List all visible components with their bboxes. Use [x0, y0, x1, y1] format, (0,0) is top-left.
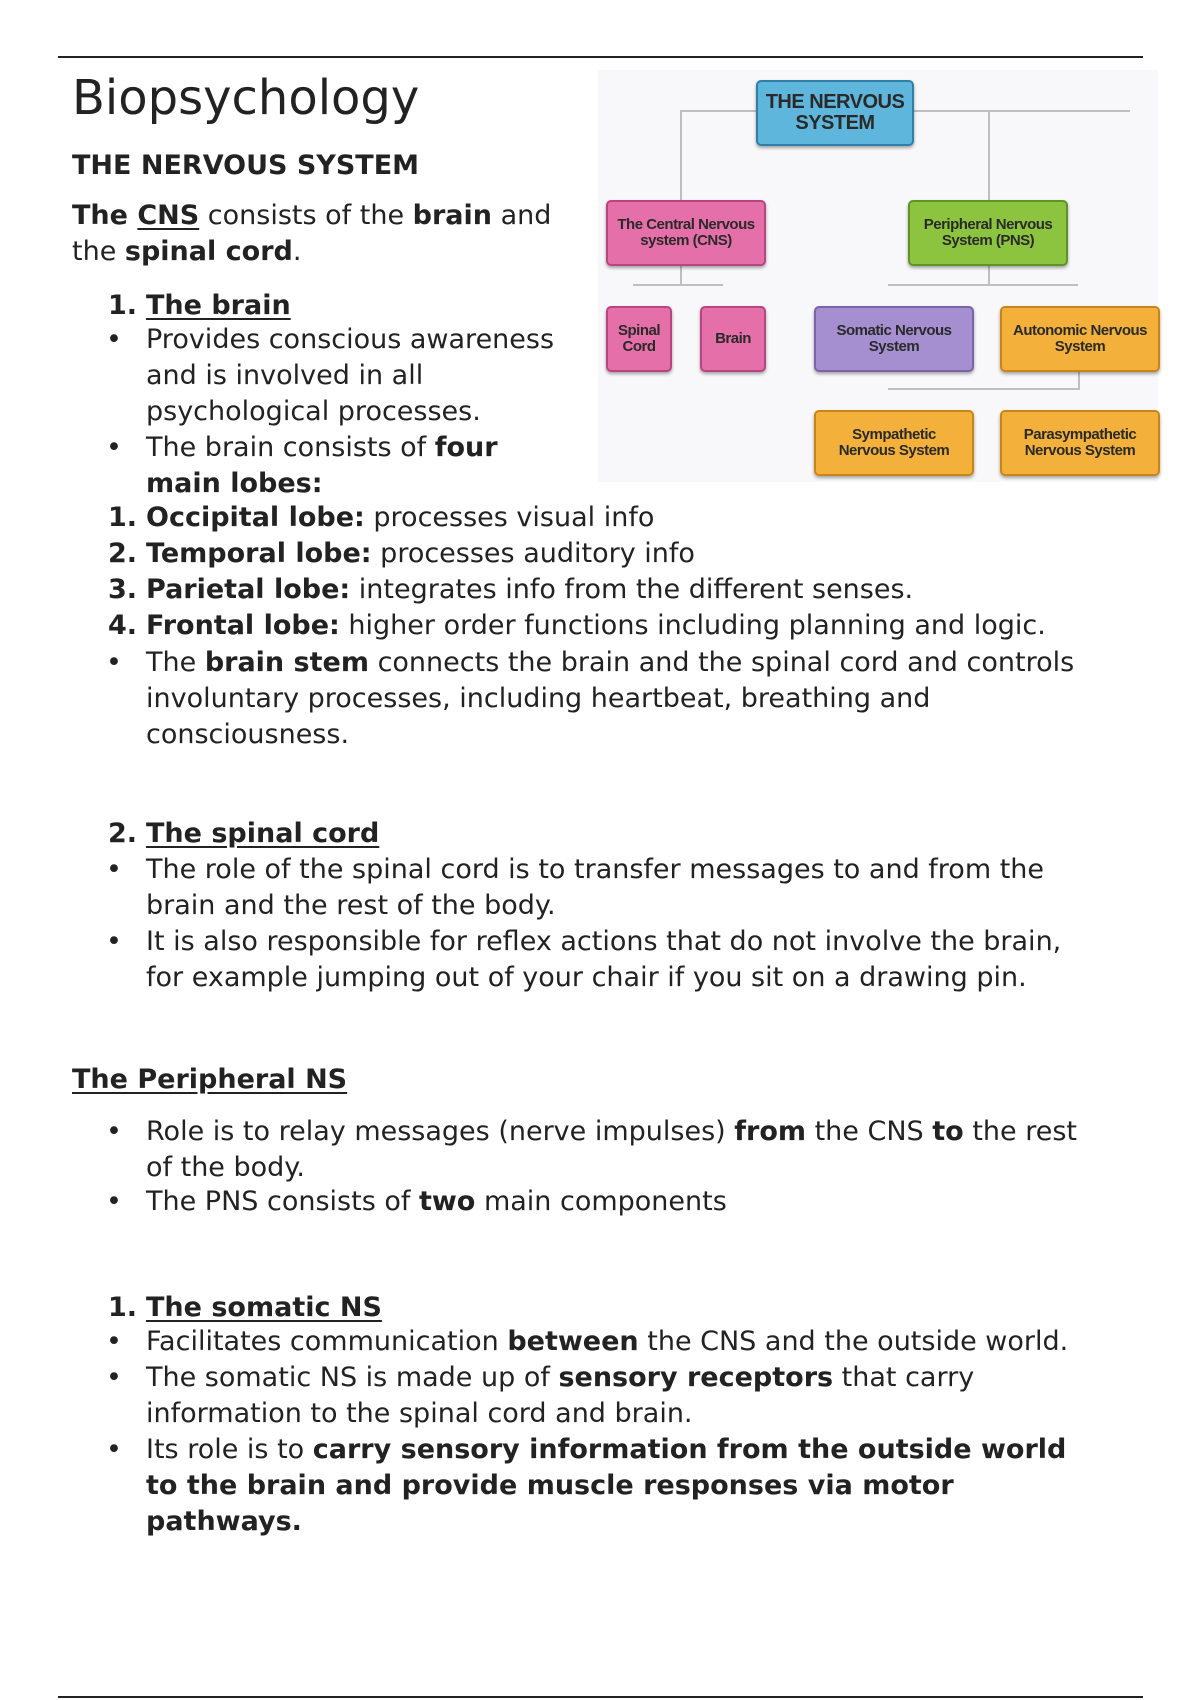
- nervous-system-diagram: [598, 70, 1158, 482]
- line: of the body.: [146, 1152, 306, 1183]
- bullet-text: [146, 1324, 1068, 1360]
- connector-line: [1078, 372, 1080, 390]
- bold-term: four: [434, 432, 498, 463]
- page-title: Biopsychology: [72, 70, 420, 126]
- bullet-icon: •: [106, 926, 122, 957]
- connector-line: [633, 284, 723, 286]
- diagram-somatic-box: Somatic Nervous System: [814, 306, 974, 372]
- brain-term: brain: [412, 200, 492, 231]
- lobe-item: [108, 572, 913, 608]
- lobe-item: [108, 536, 695, 572]
- bold-term: main lobes:: [146, 468, 323, 499]
- brain-stem-bullet: [106, 645, 1074, 753]
- list-number: 1.: [108, 290, 138, 321]
- bullet-icon: •: [106, 1326, 122, 1357]
- pns-heading: [72, 1062, 347, 1098]
- bold-term: two: [418, 1186, 476, 1217]
- line: and is involved in all: [146, 360, 424, 391]
- lobe-item: [108, 500, 654, 536]
- line: Role is to relay messages (nerve impulses): [146, 1116, 735, 1147]
- somatic-heading: [108, 1290, 382, 1326]
- pns-bullet-1: [106, 1114, 1077, 1186]
- diagram-autonomic-box: Autonomic Nervous System: [1000, 306, 1160, 372]
- connector-line: [888, 388, 1078, 390]
- bullet-text: [146, 645, 1074, 753]
- spinal-cord-term: spinal cord: [124, 236, 293, 267]
- line: Facilitates communication: [146, 1326, 508, 1357]
- bullet-icon: •: [106, 1434, 122, 1465]
- list-number: 1.: [108, 1292, 138, 1323]
- bold-term: between: [507, 1326, 639, 1357]
- bullet-text: [146, 1432, 1066, 1540]
- bold-term: pathways.: [146, 1506, 302, 1537]
- line: for example jumping out of your chair if you sit on a drawing pin.: [146, 962, 1027, 993]
- list-number: 3.: [108, 574, 138, 605]
- bold-term: brain stem: [204, 647, 369, 678]
- somatic-bullet-1: [106, 1324, 1068, 1360]
- connector-line: [888, 284, 1078, 286]
- cns-intro-lead: The: [72, 200, 138, 231]
- connector-line: [988, 266, 990, 286]
- diagram-pns-box: Peripheral Nervous System (PNS): [908, 200, 1068, 266]
- bullet-icon: •: [106, 647, 122, 678]
- line: Provides conscious awareness: [146, 324, 555, 355]
- line: The PNS consists of: [146, 1186, 419, 1217]
- line: The brain consists of: [146, 432, 435, 463]
- line: psychological processes.: [146, 396, 481, 427]
- brain-bullet-1: [106, 322, 554, 430]
- heading-text: The spinal cord: [146, 818, 380, 849]
- list-number: 4.: [108, 610, 138, 641]
- lobe-description: processes auditory info: [371, 538, 695, 569]
- cns-intro-text: and the: [72, 200, 552, 267]
- lobe-description: processes visual info: [364, 502, 655, 533]
- bold-term: carry sensory information from the outside world: [312, 1434, 1067, 1465]
- list-number: 1.: [108, 502, 138, 533]
- bold-term: sensory receptors: [558, 1362, 834, 1393]
- line: main components: [475, 1186, 727, 1217]
- diagram-sympathetic-box: Sympathetic Nervous System: [814, 410, 974, 476]
- bullet-text: [146, 322, 554, 430]
- bullet-text: [146, 430, 498, 502]
- line: The: [146, 647, 205, 678]
- bold-term: to the brain and provide muscle responses via motor: [146, 1470, 954, 1501]
- heading-text: The Peripheral NS: [72, 1064, 348, 1095]
- diagram-brain-box: Brain: [700, 306, 766, 372]
- diagram-spinal-box: Spinal Cord: [606, 306, 672, 372]
- lobe-description: higher order functions including planning and logic.: [339, 610, 1046, 641]
- lobe-name: Frontal lobe:: [146, 610, 340, 641]
- bullet-text: [146, 1184, 727, 1220]
- cns-term: CNS: [137, 200, 200, 231]
- line: involuntary processes, including heartbeat, breathing and: [146, 683, 931, 714]
- lobe-item: [108, 608, 1046, 644]
- bullet-icon: •: [106, 1186, 122, 1217]
- pns-bullet-2: [106, 1184, 727, 1220]
- lobe-name: Occipital lobe:: [146, 502, 365, 533]
- line: It is also responsible for reflex actions that do not involve the brain,: [146, 926, 1062, 957]
- line: the rest: [963, 1116, 1077, 1147]
- section-heading: THE NERVOUS SYSTEM: [72, 150, 420, 181]
- cns-intro: [72, 198, 592, 270]
- brain-heading: [108, 288, 291, 324]
- bullet-text: [146, 1360, 974, 1432]
- line: the CNS and the outside world.: [638, 1326, 1069, 1357]
- bold-term: to: [932, 1116, 964, 1147]
- line: the CNS: [806, 1116, 933, 1147]
- bullet-text: [146, 852, 1044, 924]
- somatic-bullet-3: [106, 1432, 1066, 1540]
- line: brain and the rest of the body.: [146, 890, 556, 921]
- line: connects the brain and the spinal cord and controls: [368, 647, 1075, 678]
- bullet-icon: •: [106, 432, 122, 463]
- bottom-rule: [58, 1696, 1143, 1698]
- spinal-bullet-2: [106, 924, 1061, 996]
- connector-line: [988, 110, 990, 200]
- heading-text: The brain: [146, 290, 291, 321]
- cns-intro-text: .: [292, 236, 302, 267]
- brain-bullet-2: [106, 430, 498, 502]
- line: consciousness.: [146, 719, 350, 750]
- bullet-icon: •: [106, 1362, 122, 1393]
- bullet-icon: •: [106, 854, 122, 885]
- heading-text: The somatic NS: [146, 1292, 382, 1323]
- diagram-parasympathetic-box: Parasympathetic Nervous System: [1000, 410, 1160, 476]
- line: The role of the spinal cord is to transfer messages to and from the: [146, 854, 1045, 885]
- lobe-name: Temporal lobe:: [146, 538, 372, 569]
- line: Its role is to: [146, 1434, 313, 1465]
- somatic-bullet-2: [106, 1360, 974, 1432]
- line: information to the spinal cord and brain.: [146, 1398, 693, 1429]
- connector-line: [680, 266, 682, 286]
- diagram-root-box: THE NERVOUS SYSTEM: [756, 80, 914, 146]
- line: The somatic NS is made up of: [146, 1362, 559, 1393]
- diagram-cns-box: The Central Nervous system (CNS): [606, 200, 766, 266]
- top-rule: [58, 56, 1143, 58]
- cns-intro-text: consists of the: [199, 200, 413, 231]
- spinal-bullet-1: [106, 852, 1044, 924]
- bullet-text: [146, 924, 1061, 996]
- line: that carry: [833, 1362, 975, 1393]
- bullet-icon: •: [106, 1116, 122, 1147]
- connector-line: [680, 110, 682, 200]
- bullet-icon: •: [106, 324, 122, 355]
- list-number: 2.: [108, 818, 138, 849]
- lobe-description: integrates info from the different senses.: [350, 574, 914, 605]
- list-number: 2.: [108, 538, 138, 569]
- spinal-heading: [108, 816, 379, 852]
- bullet-text: [146, 1114, 1077, 1186]
- bold-term: from: [734, 1116, 807, 1147]
- lobe-name: Parietal lobe:: [146, 574, 351, 605]
